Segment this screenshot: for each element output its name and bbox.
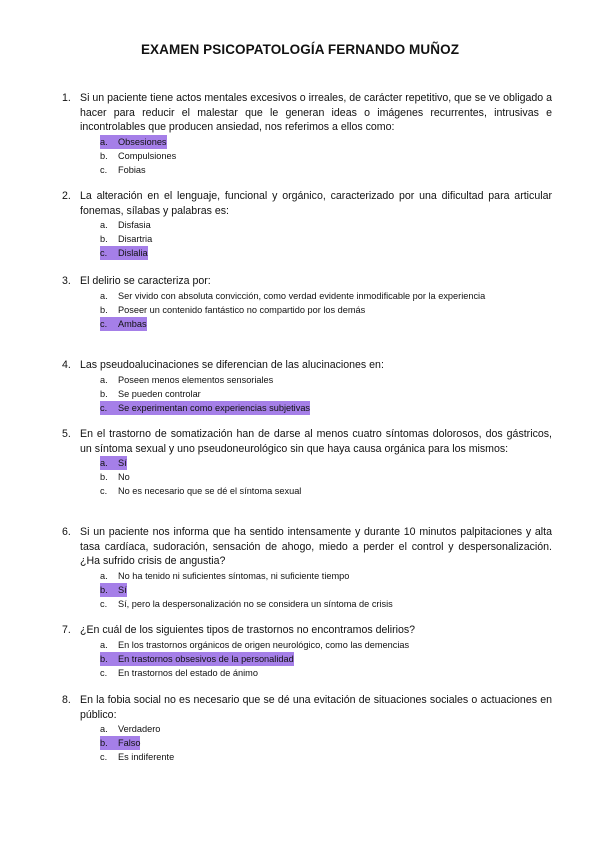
option-7c[interactable] xyxy=(100,666,552,680)
question-number: 3. xyxy=(62,275,71,287)
option-letter: a. xyxy=(100,456,118,470)
option-text: Se pueden controlar xyxy=(118,388,201,399)
option-letter: c. xyxy=(100,486,108,497)
option-text: Compulsiones xyxy=(118,150,177,161)
question-text: El delirio se caracteriza por: xyxy=(80,275,211,287)
question-number: 2. xyxy=(62,190,71,202)
option-letter: b. xyxy=(100,583,118,597)
option-2a[interactable] xyxy=(100,218,552,232)
option-text: Dislalia xyxy=(118,248,148,259)
option-8b[interactable] xyxy=(100,736,552,750)
option-list xyxy=(100,456,552,498)
option-2b[interactable] xyxy=(100,232,552,246)
question-number: 1. xyxy=(62,92,71,104)
option-list xyxy=(100,135,552,177)
option-list xyxy=(100,373,552,415)
question-text: Si un paciente tiene actos mentales excesivos o irreales, de carácter repetitivo, que se ve obligado a hacer para reducir el malestar que le generan ideas o imágenes recurrentes, intrusivas e incontrolables que producen ansiedad, nos referimos a ellos como: xyxy=(80,92,552,134)
option-3c[interactable] xyxy=(100,317,552,331)
option-list xyxy=(100,569,552,611)
option-list xyxy=(100,722,552,764)
question-text: La alteración en el lenguaje, funcional y orgánico, caracterizado por una dificultad para articular fonemas, sílabas y palabras es: xyxy=(80,190,552,217)
option-text: Sí xyxy=(118,458,127,469)
option-letter: a. xyxy=(100,220,108,231)
question-8 xyxy=(62,693,552,764)
question-text: ¿En cuál de los siguientes tipos de trastornos no encontramos delirios? xyxy=(80,624,416,636)
option-letter: c. xyxy=(100,401,118,415)
question-number: 5. xyxy=(62,428,71,440)
option-letter: b. xyxy=(100,652,118,666)
question-number: 4. xyxy=(62,359,71,371)
option-letter: c. xyxy=(100,164,108,175)
question-7 xyxy=(62,623,552,680)
option-text: En trastornos del estado de ánimo xyxy=(118,667,258,678)
question-4 xyxy=(62,358,552,415)
option-letter: b. xyxy=(100,388,108,399)
option-5c[interactable] xyxy=(100,484,552,498)
option-letter: c. xyxy=(100,317,118,331)
option-letter: a. xyxy=(100,639,108,650)
option-text: No xyxy=(118,472,130,483)
option-4b[interactable] xyxy=(100,387,552,401)
option-7a[interactable] xyxy=(100,638,552,652)
question-3 xyxy=(62,274,552,331)
option-text: Se experimentan como experiencias subjetivas xyxy=(118,402,311,413)
option-1b[interactable] xyxy=(100,149,552,163)
option-letter: a. xyxy=(100,135,118,149)
option-4a[interactable] xyxy=(100,373,552,387)
option-3b[interactable] xyxy=(100,303,552,317)
question-text: Si un paciente nos informa que ha sentido intensamente y durante 10 minutos palpitaciones y alta tasa cardíaca, sudoración, sensación de ahogo, miedo a perder el control y despersonalización. ¿Ha sufrido crisis de angustia? xyxy=(80,526,552,568)
option-text: No es necesario que se dé el síntoma sexual xyxy=(118,486,302,497)
question-6 xyxy=(62,525,552,611)
option-1a[interactable] xyxy=(100,135,552,149)
option-text: Sí xyxy=(118,584,127,595)
option-text: Verdadero xyxy=(118,724,161,735)
option-text: Fobias xyxy=(118,164,146,175)
option-text: Sí, pero la despersonalización no se considera un síntoma de crisis xyxy=(118,598,393,609)
option-7b[interactable] xyxy=(100,652,552,666)
option-6b[interactable] xyxy=(100,583,552,597)
option-letter: b. xyxy=(100,472,108,483)
option-text: Disfasia xyxy=(118,220,151,231)
option-text: Ser vivido con absoluta convicción, como verdad evidente inmodificable por la experiencia xyxy=(118,290,486,301)
question-2 xyxy=(62,189,552,260)
question-1 xyxy=(62,91,552,177)
option-list xyxy=(100,218,552,260)
question-number: 7. xyxy=(62,624,71,636)
option-letter: b. xyxy=(100,304,108,315)
option-letter: b. xyxy=(100,736,118,750)
option-1c[interactable] xyxy=(100,163,552,177)
option-8c[interactable] xyxy=(100,750,552,764)
option-text: No ha tenido ni suficientes síntomas, ni suficiente tiempo xyxy=(118,570,350,581)
question-text: Las pseudoalucinaciones se diferencian de las alucinaciones en: xyxy=(80,359,384,371)
option-text: Obsesiones xyxy=(118,136,167,147)
option-6c[interactable] xyxy=(100,597,552,611)
option-letter: a. xyxy=(100,374,108,385)
question-5 xyxy=(62,427,552,498)
option-letter: c. xyxy=(100,752,108,763)
option-text: Es indiferente xyxy=(118,752,175,763)
option-5a[interactable] xyxy=(100,456,552,470)
option-letter: b. xyxy=(100,234,108,245)
option-8a[interactable] xyxy=(100,722,552,736)
option-letter: a. xyxy=(100,724,108,735)
option-text: Falso xyxy=(118,738,141,749)
question-number: 8. xyxy=(62,694,71,706)
option-list xyxy=(100,638,552,680)
option-letter: a. xyxy=(100,290,108,301)
option-letter: c. xyxy=(100,246,118,260)
option-list xyxy=(100,289,552,331)
option-3a[interactable] xyxy=(100,289,552,303)
option-4c[interactable] xyxy=(100,401,552,415)
option-5b[interactable] xyxy=(100,470,552,484)
question-number: 6. xyxy=(62,526,71,538)
option-letter: a. xyxy=(100,570,108,581)
option-2c[interactable] xyxy=(100,246,552,260)
option-text: Poseer un contenido fantástico no compartido por los demás xyxy=(118,304,366,315)
option-text: Disartria xyxy=(118,234,153,245)
page-title: EXAMEN PSICOPATOLOGÍA FERNANDO MUÑOZ xyxy=(140,42,460,57)
question-text: En el trastorno de somatización han de darse al menos cuatro síntomas dolorosos, dos gástricos, un síntoma sexual y uno pseudoneurológico sin que haya causa orgánica para los mismos: xyxy=(80,428,552,455)
option-6a[interactable] xyxy=(100,569,552,583)
option-letter: c. xyxy=(100,667,108,678)
option-text: En los trastornos orgánicos de origen neurológico, como las demencias xyxy=(118,639,410,650)
option-text: Ambas xyxy=(118,318,147,329)
option-letter: c. xyxy=(100,598,108,609)
question-text: En la fobia social no es necesario que se dé una evitación de situaciones sociales o actuaciones en público: xyxy=(80,694,552,721)
option-text: En trastornos obsesivos de la personalidad xyxy=(118,653,294,664)
option-letter: b. xyxy=(100,150,108,161)
option-text: Poseen menos elementos sensoriales xyxy=(118,374,274,385)
